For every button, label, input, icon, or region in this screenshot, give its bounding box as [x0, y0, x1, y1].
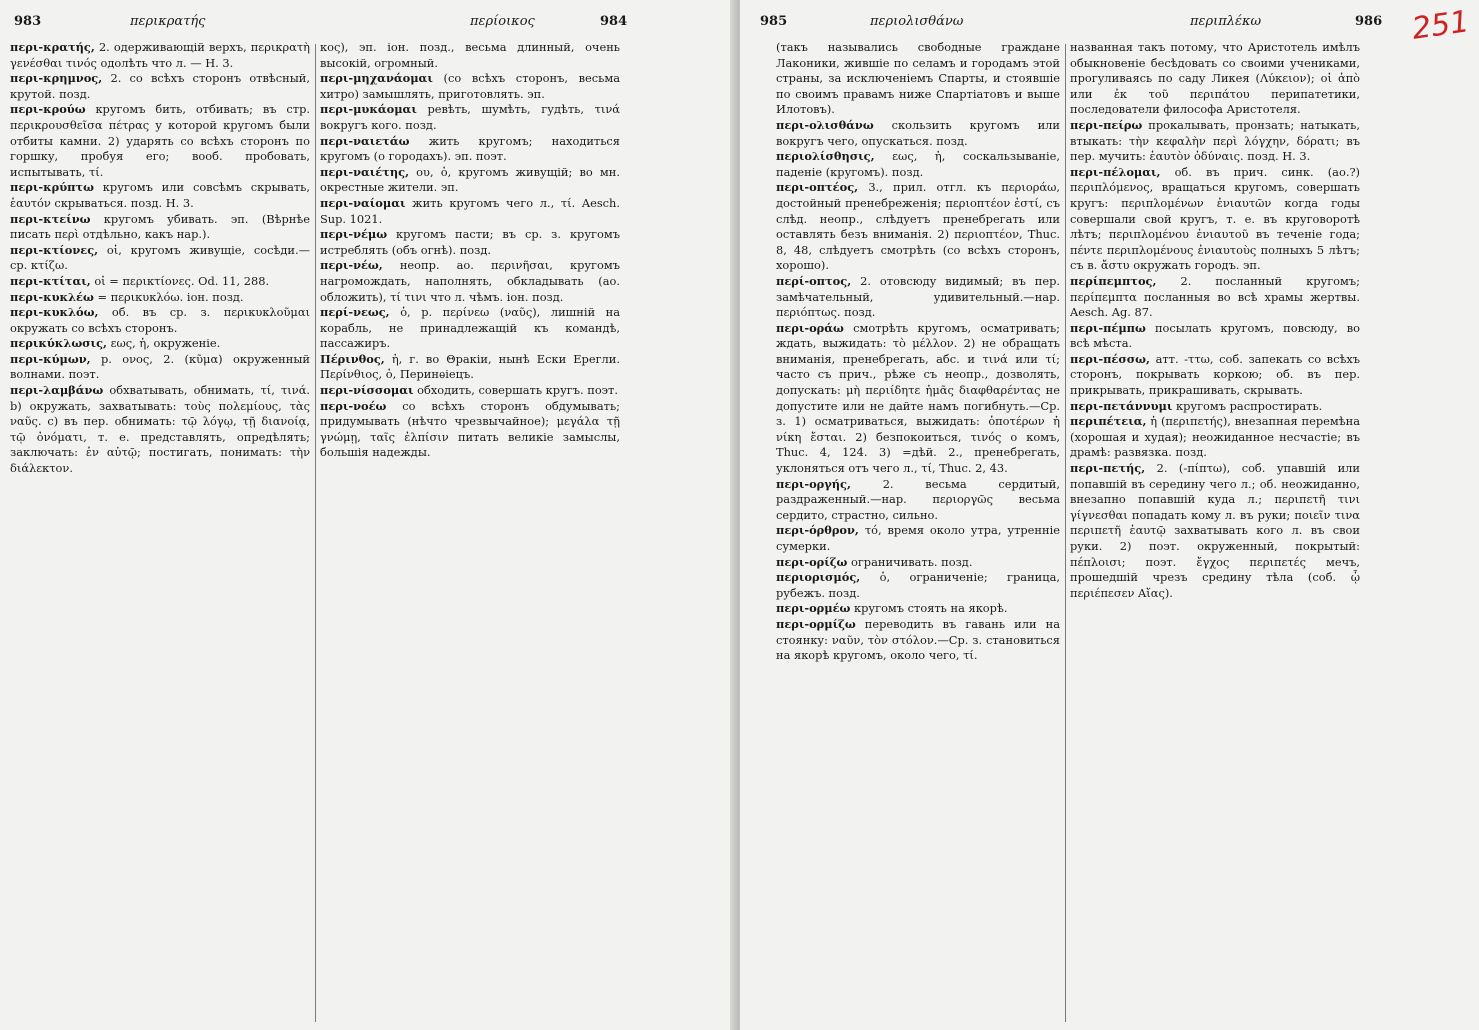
- entry-headword: περί-οπτος,: [776, 273, 852, 288]
- entry-definition: кругомъ пасти; въ ср. з. кругомъ истреблять (объ огнѣ). позд.: [320, 227, 620, 257]
- dictionary-entry: [10, 243, 310, 274]
- entry-definition: переводить въ гавань или на стоянку: ναῦν, τὸν στόλον.—Ср. з. становиться на якорѣ кругомъ, около чего, τί.: [776, 616, 1060, 663]
- entry-definition: (такъ назывались свободные граждане Лаконики, жившіе по селамъ и городамъ этой страны, за исключеніемъ Спарты, и стоявшіе по своимъ правамъ ниже Спартіатовъ и выше Илотовъ).: [776, 40, 1060, 117]
- dictionary-entry: [320, 102, 620, 133]
- dictionary-entry: [10, 40, 310, 71]
- entry-headword: περιπέτεια,: [1070, 414, 1147, 429]
- entry-definition: обхватывать, обнимать, τί, τινά. b) окружать, захватывать: τοὺς πολεμίους, τὰς ναῦς. c) въ пер. обнимать: τῷ λόγῳ, τῇ διανοίᾳ, τῷ ὀνόματι, т. е. представлять, опредѣлять; заключать: ἐν αὐτῷ; постигать, понимать: τὴν διάλεκτον.: [10, 383, 310, 476]
- entry-headword: περι-κρατής,: [10, 40, 95, 54]
- entry-headword: περι-κτίται,: [10, 273, 91, 288]
- dictionary-entry: [1070, 118, 1360, 165]
- entry-definition: οἱ = περικτίονες. Od. 11, 288.: [94, 273, 270, 288]
- left-page: [0, 0, 739, 1030]
- dictionary-entry: [320, 40, 620, 71]
- entry-headword: περι-κυκλόω,: [10, 305, 99, 320]
- entry-definition: οἱ, кругомъ живущіе, сосѣди.— ср. κτίζω.: [10, 242, 310, 273]
- entry-definition: ὁ, ограниченіе; граница, рубежъ. позд.: [776, 570, 1060, 600]
- entry-headword: περι-μυκάομαι: [320, 102, 417, 117]
- entry-headword: περι-νίσσομαι: [320, 383, 414, 398]
- entry-headword: περί-νεως,: [320, 305, 390, 320]
- handwritten-number: 251: [1409, 4, 1472, 47]
- entry-headword: περι-πείρω: [1070, 117, 1143, 132]
- entry-definition: ἡ (περιπετής), внезапная перемѣна (хорошая и худая); неожиданное несчастіе; въ драмѣ: развязка. позд.: [1070, 414, 1360, 460]
- entry-definition: 2. весьма сердитый, раздраженный.—нар. περιοργῶς весьма сердито, страстно, сильно.: [776, 476, 1060, 522]
- entry-headword: περίπεμπτος,: [1070, 273, 1157, 288]
- entry-headword: περι-ναίομαι: [320, 195, 406, 210]
- entry-headword: περι-οργής,: [776, 476, 851, 491]
- dictionary-entry: [10, 212, 310, 243]
- dictionary-entry: [1070, 414, 1360, 461]
- dictionary-entry: [10, 383, 310, 477]
- dictionary-entry: [776, 601, 1060, 617]
- dictionary-entry: [1070, 399, 1360, 415]
- dictionary-entry: [320, 258, 620, 305]
- entry-definition: εως, ἡ, соскальзываніе, паденіе (кругомъ). позд.: [776, 149, 1060, 179]
- entry-definition: жить кругомъ; находиться кругомъ (о городахъ). эп. поэт.: [320, 133, 620, 164]
- dictionary-entry: [1070, 321, 1360, 352]
- entry-definition: смотрѣть кругомъ, осматривать; ждать, выжидать: τὸ μέλλον. 2) не обращать вниманія, пренебрегать, абс. и τινά или τί; часто съ прич., рѣже съ неопр., дозволять, допускать: μὴ περιίδητε ἡμᾶς διαφθαρέντας не допустите или не дайте намъ погибнуть.—Ср. з. 1) осматриваться, выжидать: ὁποτέρων ἡ νίκη ἔσται. 2) безпокоиться, τινός о комъ, Thuc. 4, 124. 3) =дѣй. 2., пренебрегать, уклоняться отъ чего л., τί, Thuc. 2, 43.: [776, 320, 1060, 476]
- left-page-header: [0, 14, 738, 36]
- entry-headword: περι-κρημνος,: [10, 71, 103, 86]
- entry-headword: περι-πετής,: [1070, 461, 1146, 476]
- dictionary-entry: [776, 180, 1060, 274]
- dictionary-entry: [776, 149, 1060, 180]
- entry-definition: посылать кругомъ, повсюду, во всѣ мѣста.: [1070, 320, 1360, 351]
- running-head-985: περιολισθάνω: [870, 14, 964, 29]
- dictionary-entry: [320, 134, 620, 165]
- entry-definition: 2. посланный кругомъ; περίπεμπτα посланныя во всѣ храмы жертвы. Aesch. Ag. 87.: [1070, 273, 1360, 320]
- dictionary-entry: [10, 305, 310, 336]
- entry-definition: неопр. ао. περινῆσαι, кругомъ нагромождать, наполнять, обкладывать (ао. обложить), τί τινι что л. чѣмъ. іон. позд.: [320, 258, 620, 304]
- running-head-983: περικρατής: [130, 14, 206, 29]
- dictionary-entry: [320, 305, 620, 352]
- entry-definition: = περικυκλόω. іон. позд.: [97, 289, 244, 304]
- entry-definition: обходить, совершать кругъ. поэт.: [417, 383, 618, 398]
- dictionary-entry: [1070, 461, 1360, 601]
- entry-definition: кругомъ бить, отбивать; въ стр. περικρουσθεῖσα πέτρας у которой кругомъ были отбиты камни. 2) ударять со всѣхъ сторонъ по горшку, пробуя его; вооб. пробовать, испытывать, τί.: [10, 102, 310, 179]
- entry-definition: (со всѣхъ сторонъ, весьма хитро) замышлять, приготовлять. эп.: [320, 71, 620, 101]
- entry-headword: περι-ορμίζω: [776, 616, 856, 631]
- entry-headword: περι-πέμπω: [1070, 320, 1146, 335]
- dictionary-entry: [10, 71, 310, 102]
- entry-definition: τό, время около утра, утренніе сумерки.: [776, 523, 1060, 553]
- entry-definition: кругомъ распростирать.: [1175, 398, 1323, 413]
- entry-definition: об. въ прич. синк. (ао.?) περιπλόμενος, вращаться кругомъ, совершать кругъ: περιπλομένων ἐνιαυτῶν когда годы совершали свой кругъ, т. е. въ круговоротѣ лѣтъ; περιπλομένου ἐνιαυτοῦ въ теченіе года; πέντε περιπλομένους ἐνιαυτοὺς полныхъ 5 лѣтъ; съ в. ἄστυ окружать городъ. эп.: [1070, 164, 1360, 273]
- entry-headword: περικύκλωσις,: [10, 336, 107, 351]
- entry-definition: жить кругомъ чего л., τί. Aesch. Sup. 1021.: [320, 195, 620, 226]
- dictionary-entry: [776, 118, 1060, 149]
- entry-definition: ὁ, р. περίνεω (ναῦς), лишній на корабль, не принадлежащій къ командѣ, пассажиръ.: [320, 305, 620, 351]
- entry-headword: περι-οράω: [776, 320, 844, 335]
- entry-headword: περι-νέμω: [320, 227, 388, 242]
- entry-definition: ἡ, г. во Θракіи, нынѣ Ески Ерегли. Περίνθιος, ὁ, Перинѳіецъ.: [320, 351, 620, 382]
- running-head-984: περίοικος: [470, 14, 535, 29]
- dictionary-entry: [776, 274, 1060, 321]
- entry-headword: περι-ορμέω: [776, 601, 851, 616]
- entry-definition: атт. -ττω, соб. запекать со всѣхъ сторонъ, покрывать коркою; об. въ пер. прикрывать, прикрашивать, скрывать.: [1070, 351, 1360, 398]
- dictionary-entry: [776, 523, 1060, 554]
- entry-headword: Πέρινθος,: [320, 351, 385, 366]
- page-number-984: 984: [600, 14, 628, 29]
- entry-headword: περι-νέω,: [320, 258, 383, 273]
- entry-headword: περι-κρούω: [10, 102, 86, 117]
- dictionary-entry: [1070, 40, 1360, 118]
- entry-definition: названная такъ потому, что Аристотель имѣлъ обыкновеніе бесѣдовать со своими учениками, прогуливаясь по саду Ликея (Λύκειον); οἱ ἀπὸ или ἐκ τοῦ περιπάτου перипатетики, последователи философа Аристотеля.: [1070, 40, 1360, 117]
- entry-definition: 2. отовсюду видимый; въ пер. замѣчательный, удивительный.—нар. περιόπτως. позд.: [776, 273, 1060, 320]
- dictionary-entry: [320, 352, 620, 383]
- running-head-986: περιπλέκω: [1190, 14, 1262, 29]
- entry-definition: κος), эп. іон. позд., весьма длинный, очень высокій, огромный.: [320, 40, 620, 70]
- page-number-985: 985: [760, 14, 788, 29]
- entry-headword: περι-μηχανάομαι: [320, 71, 433, 86]
- column-divider: [1065, 44, 1066, 1022]
- entry-definition: кругомъ стоять на якорѣ.: [853, 601, 1008, 616]
- entry-definition: ου, ὁ, кругомъ живущій; во мн. окрестные жители. эп.: [320, 164, 620, 195]
- entry-headword: περι-ναιέτης,: [320, 164, 410, 179]
- page-number-983: 983: [14, 14, 42, 29]
- column-984: [320, 40, 620, 1022]
- entry-definition: кругомъ или совсѣмъ скрывать, ἑαυτόν скрываться. позд. Н. 3.: [10, 180, 310, 210]
- dictionary-entry: [320, 399, 620, 461]
- entry-headword: περι-πετάννυμι: [1070, 398, 1173, 413]
- entry-definition: об. въ ср. з. περικυκλοῦμαι окружать со всѣхъ сторонъ.: [10, 305, 310, 335]
- column-983: [10, 40, 310, 1022]
- dictionary-entry: [776, 321, 1060, 477]
- right-page: [740, 0, 1479, 1030]
- entry-definition: 3., прил. отгл. къ περιοράω, достойный пренебреженія; περιοπτέον ἐστί, съ слѣд. неопр., слѣдуетъ пренебрегать или оставлять безъ вниманія. 2) περιοπτέον, Thuc. 8, 48, слѣдуетъ смотрѣть (со всѣхъ сторонъ, хорошо).: [776, 180, 1060, 273]
- entry-definition: р. ονος, 2. (κῦμα) окруженный волнами. поэт.: [10, 351, 310, 382]
- entry-headword: περι-κτείνω: [10, 211, 91, 226]
- entry-headword: περι-όρθρον,: [776, 523, 859, 538]
- dictionary-entry: [320, 71, 620, 102]
- entry-definition: 2. со всѣхъ сторонъ отвѣсный, крутой. позд.: [10, 71, 310, 101]
- entry-headword: περι-ολισθάνω: [776, 117, 874, 132]
- dictionary-entry: [1070, 274, 1360, 321]
- entry-definition: ограничивать. позд.: [850, 554, 973, 569]
- dictionary-entry: [10, 274, 310, 290]
- entry-definition: прокалывать, пронзать; натыкать, втыкать: τὴν κεφαλὴν περὶ λόγχην, δόρατι; въ пер. мучить: ἑαυτὸν ὀδύναις. позд. Н. 3.: [1070, 117, 1360, 164]
- entry-headword: περι-λαμβάνω: [10, 383, 104, 398]
- entry-headword: περιορισμός,: [776, 570, 861, 585]
- entry-headword: περι-ορίζω: [776, 554, 848, 569]
- dictionary-entry: [320, 196, 620, 227]
- dictionary-entry: [1070, 165, 1360, 274]
- dictionary-entry: [10, 180, 310, 211]
- dictionary-entry: [320, 227, 620, 258]
- dictionary-entry: [776, 40, 1060, 118]
- column-divider: [315, 44, 316, 1022]
- dictionary-entry: [776, 570, 1060, 601]
- entry-headword: περι-κρύπτω: [10, 180, 94, 195]
- dictionary-entry: [320, 383, 620, 399]
- dictionary-entry: [10, 102, 310, 180]
- entry-definition: со всѣхъ сторонъ обдумывать; придумывать (нѣчто чрезвычайное); μεγάλα τῇ γνώμῃ, ταῖς ἐλπίσιν питать великіе замыслы, большія надежды.: [320, 398, 620, 460]
- right-page-header: [740, 14, 1479, 36]
- entry-definition: ревѣть, шумѣть, гудѣть, τινά вокругъ кого. позд.: [320, 102, 620, 132]
- dictionary-entry: [776, 555, 1060, 571]
- dictionary-entry: [10, 352, 310, 383]
- dictionary-entry: [776, 617, 1060, 664]
- dictionary-entry: [776, 477, 1060, 524]
- column-986: [1070, 40, 1360, 1022]
- dictionary-entry: [1070, 352, 1360, 399]
- entry-headword: περι-νοέω: [320, 398, 387, 413]
- entry-headword: περι-πέλομαι,: [1070, 164, 1161, 179]
- entry-headword: περι-οπτέος,: [776, 180, 859, 195]
- dictionary-entry: [10, 290, 310, 306]
- dictionary-entry: [10, 336, 310, 352]
- entry-headword: περι-ναιετάω: [320, 133, 410, 148]
- entry-definition: εως, ἡ, окруженіе.: [110, 336, 221, 351]
- column-985: [776, 40, 1060, 1022]
- entry-headword: περι-κυκλέω: [10, 289, 94, 304]
- entry-definition: скользить кругомъ или вокругъ чего, опускаться. позд.: [776, 117, 1060, 148]
- entry-definition: кругомъ убивать. эп. (Вѣрнѣе писать περὶ отдѣльно, какъ нар.).: [10, 211, 310, 242]
- entry-headword: περι-πέσσω,: [1070, 351, 1150, 366]
- entry-definition: 2. (-πίπτω), соб. упавшій или попавшій въ середину чего л.; об. неожиданно, внезапно попавшій куда л.; περιπετῆ τινι γίγνεσθαι попадать кому л. въ руки; ποιεῖν τινα περιπετῆ ἑαυτῷ захватывать кого л. въ свои руки. 2) поэт. окруженный, покрытый: πέπλοισι; поэт. ἔγχος περιπετές мечъ, прошедшій чрезъ средину тѣла (соб. ᾧ περιέπεσεν Αἴας).: [1070, 461, 1360, 600]
- page-number-986: 986: [1355, 14, 1383, 29]
- entry-headword: περι-κτίονες,: [10, 242, 99, 257]
- entry-definition: 2. одерживающій верхъ, περικρατὴ γενέσθαι τινός одолѣть что л. — Н. 3.: [10, 40, 310, 70]
- entry-headword: περιολίσθησις,: [776, 149, 875, 164]
- dictionary-entry: [320, 165, 620, 196]
- entry-headword: περι-κύμων,: [10, 351, 91, 366]
